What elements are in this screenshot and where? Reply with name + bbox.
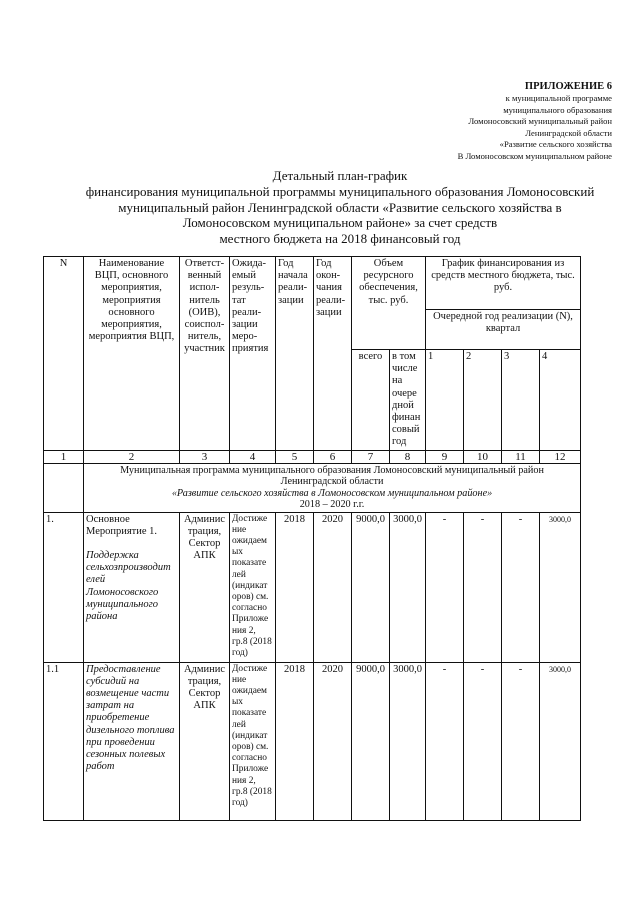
header-volume: Объем ресурсного обеспечения, тыс. руб.	[352, 257, 426, 350]
row-year-start: 2018	[276, 512, 314, 662]
title-line: Детальный план-график	[272, 168, 408, 183]
header-incl-next: в том числе на очере дной финан совый год	[390, 350, 426, 451]
appendix-header	[458, 80, 612, 162]
col-number: 9	[426, 450, 464, 463]
row-q1: -	[426, 512, 464, 662]
row-name-italic: Поддержка сельхозпроизводит елей Ломоносовского муниципального района	[86, 550, 171, 623]
header-name: Наименование ВЦП, основного мероприятия, мероприятия основного мероприятия, мероприятия ВЦП,	[84, 257, 180, 451]
row-q3: -	[502, 512, 540, 662]
header-schedule: График финансирования из средств местного бюджета, тыс. руб.	[426, 257, 581, 310]
appendix-line: «Развитие сельского хозяйства	[499, 139, 612, 149]
row-q4: 3000,0	[540, 512, 581, 662]
col-number: 8	[390, 450, 426, 463]
col-number: 11	[502, 450, 540, 463]
table-row	[44, 662, 581, 820]
row-expected: Достиже ние ожидаем ых показате лей (индикат оров) см. согласно Приложе ния 2, гр.8 (2018 год)	[230, 662, 276, 820]
row-n: 1.	[44, 512, 84, 662]
col-number: 1	[44, 450, 84, 463]
header-expected: Ожида-емый резуль-тат реали-зации меро-приятия	[230, 257, 276, 451]
row-q2: -	[464, 662, 502, 820]
program-line: «Развитие сельского хозяйства в Ломоносовском муниципальном районе»	[171, 487, 493, 499]
program-empty-cell	[44, 463, 84, 512]
col-number: 10	[464, 450, 502, 463]
appendix-title: ПРИЛОЖЕНИЕ 6	[524, 81, 612, 92]
program-line: 2018 – 2020 г.г.	[299, 499, 365, 511]
header-q2: 2	[464, 350, 502, 451]
document-title	[60, 168, 620, 247]
col-number: 3	[180, 450, 230, 463]
row-q2: -	[464, 512, 502, 662]
row-year-end: 2020	[314, 512, 352, 662]
row-name	[84, 662, 180, 820]
header-q1: 1	[426, 350, 464, 451]
financing-table	[43, 256, 581, 821]
row-q4: 3000,0	[540, 662, 581, 820]
header-n: N	[44, 257, 84, 451]
title-line: финансирования муниципальной программы муниципального образования Ломоносовский	[85, 183, 595, 199]
col-number: 7	[352, 450, 390, 463]
row-total: 9000,0	[352, 662, 390, 820]
row-q1: -	[426, 662, 464, 820]
header-total: всего	[352, 350, 390, 451]
program-line: Муниципальная программа муниципального образования Ломоносовский муниципальный район Ленинградской области	[120, 464, 544, 488]
column-numbers-row	[44, 450, 581, 463]
title-line: муниципальный район Ленинградской области «Развитие сельского хозяйства в	[118, 199, 562, 215]
header-q3: 3	[502, 350, 540, 451]
col-number: 6	[314, 450, 352, 463]
row-name-italic: Предоставление субсидий на возмещение части затрат на приобретение дизельного топлива при проведении сезонных полевых работ	[86, 663, 175, 773]
col-number: 2	[84, 450, 180, 463]
row-year-end: 2020	[314, 662, 352, 820]
appendix-line: муниципального образования	[503, 104, 612, 115]
row-responsible: Админис трация, Сектор АПК	[180, 662, 230, 820]
table-row	[44, 512, 581, 662]
row-year-start: 2018	[276, 662, 314, 820]
row-n: 1.1	[44, 662, 84, 820]
row-expected: Достиже ние ожидаем ых показате лей (индикат оров) см. согласно Приложе ния 2, гр.8 (2018 год)	[230, 512, 276, 662]
appendix-line: Ломоносовский муниципальный район	[468, 116, 612, 126]
col-number: 12	[540, 450, 581, 463]
row-name-main: Основное Мероприятие 1.	[86, 513, 158, 537]
title-line: местного бюджета на 2018 финансовый год	[219, 231, 461, 247]
program-row	[44, 463, 581, 512]
header-responsible: Ответст-венный испол-нитель (ОИВ), соиспол-нитель, участник	[180, 257, 230, 451]
row-q3: -	[502, 662, 540, 820]
row-next: 3000,0	[390, 662, 426, 820]
row-name	[84, 512, 180, 662]
title-line: Ломоносовском муниципальном районе» за счет средств	[182, 215, 498, 231]
row-next: 3000,0	[390, 512, 426, 662]
header-year-end: Год окон-чания реали-зации	[314, 257, 352, 451]
header-next-year: Очередной год реализации (N), квартал	[426, 310, 581, 350]
appendix-line: Ленинградской области	[525, 127, 612, 138]
appendix-line: к муниципальной программе	[505, 93, 612, 103]
col-number: 4	[230, 450, 276, 463]
header-year-start: Год начала реали-зации	[276, 257, 314, 451]
header-q4: 4	[540, 350, 581, 451]
col-number: 5	[276, 450, 314, 463]
row-responsible: Админис трация, Сектор АПК	[180, 512, 230, 662]
program-title	[84, 463, 581, 512]
appendix-line: В Ломоносовском муниципальном районе	[457, 150, 612, 161]
row-total: 9000,0	[352, 512, 390, 662]
